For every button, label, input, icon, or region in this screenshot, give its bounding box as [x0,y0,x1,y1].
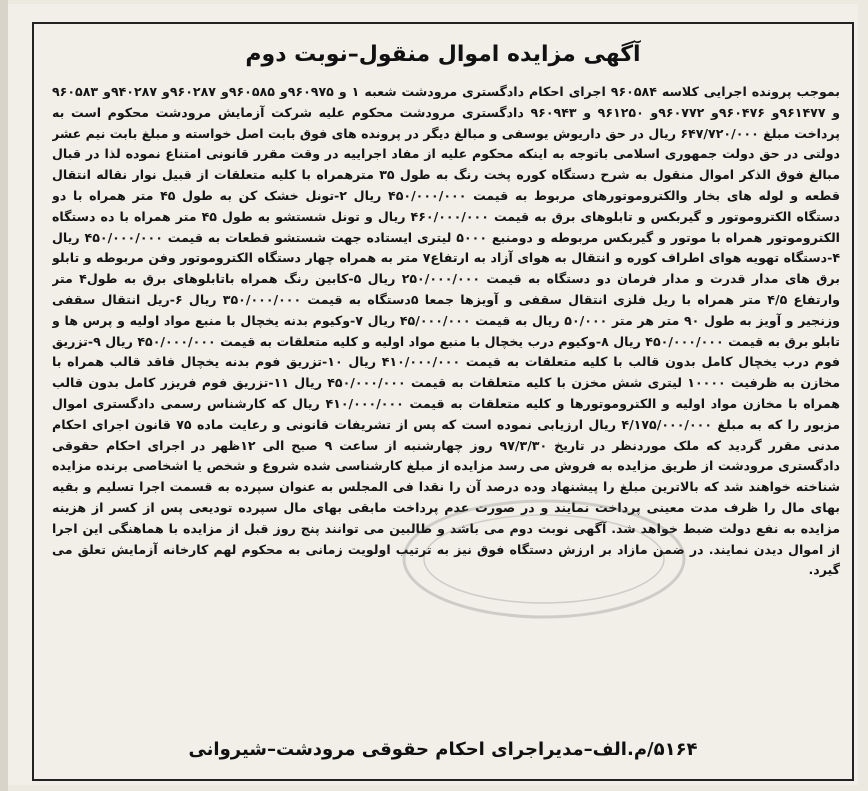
page-margin-strip [0,0,8,791]
newspaper-clipping [8,4,858,785]
notice-title: آگهی مزایده اموال منقول–نوبت دوم [245,42,641,67]
notice-signature: ۵۱۶۴/م.الف–مدیراجرای احکام حقوقی مرودشت–شیروانی [188,739,698,760]
notice-body: بموجب پرونده اجرایی کلاسه ۹۶۰۵۸۴ اجرای احکام دادگستری مرودشت شعبه ۱ و ۹۶۰۹۷۵و ۹۶۰۵۸۵و ۹۶۰۲۸۷و ۹۴۰۲۸۷و ۹۶۰۵۸۳ و ۹۶۱۴۷۷و ۹۶۰۴۷۶و ۹۶۰۷۷۲و ۹۶۱۲۵۰ و ۹۶۰۹۴۳ دادگستری مرودشت محکوم علیه شرکت آزمایش مرودشت محکوم است به پرداخت مبلغ ۶۴۷/۷۲۰/۰۰۰ ریال در حق داریوش یوسفی و مبالغ دیگر در پرونده های فوق بابت اصل خواسته و مبلغ بابت نیم عشر دولتی در حق دولت جمهوری اسلامی باتوجه به اینکه محکوم علیه از مفاد اجراییه در وقت مقرر قانونی امتناع نموده لذا در قبال مبالغ فوق الذکر اموال منقول به شرح دستگاه کوره پخت رنگ به طول ۳۵ مترهمراه با کلیه متعلقات از قبیل نوار نقاله انتقال قطعه و لوله های بخار والکتروموتورهای مربوط به قیمت ۴۵۰/۰۰۰/۰۰۰ ریال ۲-تونل خشک کن به طول ۴۵ متر همراه با دو دستگاه الکتروموتور و گیربکس و تابلوهای برق به قیمت ۴۶۰/۰۰۰/۰۰۰ ریال و تونل شستشو به طول ۴۵ متر همراه با ده دستگاه الکتروموتور همراه با موتور و گیربکس مربوطه و دومنبع ۵۰۰۰ لیتری ایستاده جهت شستشو قطعات به قیمت ۴۵۰/۰۰۰/۰۰۰ ریال ۴-دستگاه تهویه هوای اطراف کوره و انتقال به هوای آزاد به ارتفاع۷ متر به همراه چهار دستگاه الکتروموتور وفن مربوطه و تابلو برق های مدار قدرت و مدار فرمان دو دستگاه به قیمت ۲۵۰/۰۰۰/۰۰۰ ریال ۵-کابین رنگ همراه باتابلوهای برق به طول۴ متر وارتفاع ۴/۵ متر همراه با ریل فلزی انتقال سقفی و آویزها جمعا ۵دستگاه به قیمت ۳۵۰/۰۰۰/۰۰۰ ریال ۶-ریل انتقال سقفی وزنجیر و آویز به طول ۹۰ متر هر متر ۵۰/۰۰۰ ریال به قیمت ۴۵/۰۰۰/۰۰۰ ریال ۷-وکیوم بدنه یخچال با منبع مواد اولیه و پرس ها و تابلو برق به قیمت ۴۵۰/۰۰۰/۰۰۰ ریال ۸-وکیوم درب یخچال با منبع مواد اولیه و کلیه متعلقات به قیمت ۴۵۰/۰۰۰/۰۰۰ ریال ۹-تزریق فوم درب یخچال کامل بدون قالب با کلیه متعلقات به قیمت ۴۱۰/۰۰۰/۰۰۰ ریال ۱۰-تزریق فوم بدنه یخچال فاقد قالب همراه با مخازن به ظرفیت ۱۰۰۰۰ لیتری شش مخزن با کلیه متعلقات به قیمت ۴۵۰/۰۰۰/۰۰۰ ریال ۱۱-تزریق فوم فریزر کامل بدون قالب همراه با مخازن مواد اولیه و الکتروموتورها و کلیه متعلقات به قیمت ۴۱۰/۰۰۰/۰۰۰ ریال که کارشناس رسمی دادگستری اموال مزبور را که به مبلغ ۴/۱۷۵/۰۰۰/۰۰۰ ریال ارزیابی نموده است که پس از تشریفات قانونی و رعایت ماده ۷۵ قانون اجرای احکام مدنی مقرر گردید که ملک موردنظر در تاریخ ۹۷/۳/۳۰ روز چهارشنبه از ساعت ۹ صبح الی ۱۲ظهر در اجرای احکام حقوقی دادگستری مرودشت از طریق مزایده به فروش می رسد مزایده از مبلغ کارشناسی شده شروع و شخص یا اشخاصی برنده مزایده شناخته خواهند شد که بالاترین مبلغ را پیشنهاد وده درصد آن را نقدا فی المجلس به عنوان سپرده به قسمت اجرا تسلیم و بقیه بهای مال را ظرف مدت معینی پرداخت نمایند و در صورت عدم پرداخت مابقی بهای مال سپرده تودیعی پس از کسر از هزینه مزایده به نفع دولت ضبط خواهد شد. آگهی نوبت دوم می باشد و طالبین می توانند پنج روز قبل از مزایده با هماهنگی این اجرا از اموال دیدن نمایند. در ضمن مازاد بر ارزش دستگاه فوق نیز به ترتیب اولویت زمانی به محکوم لهم کارخانه آزمایش تعلق می گیرد. [52,84,840,578]
notice-frame [32,22,854,781]
